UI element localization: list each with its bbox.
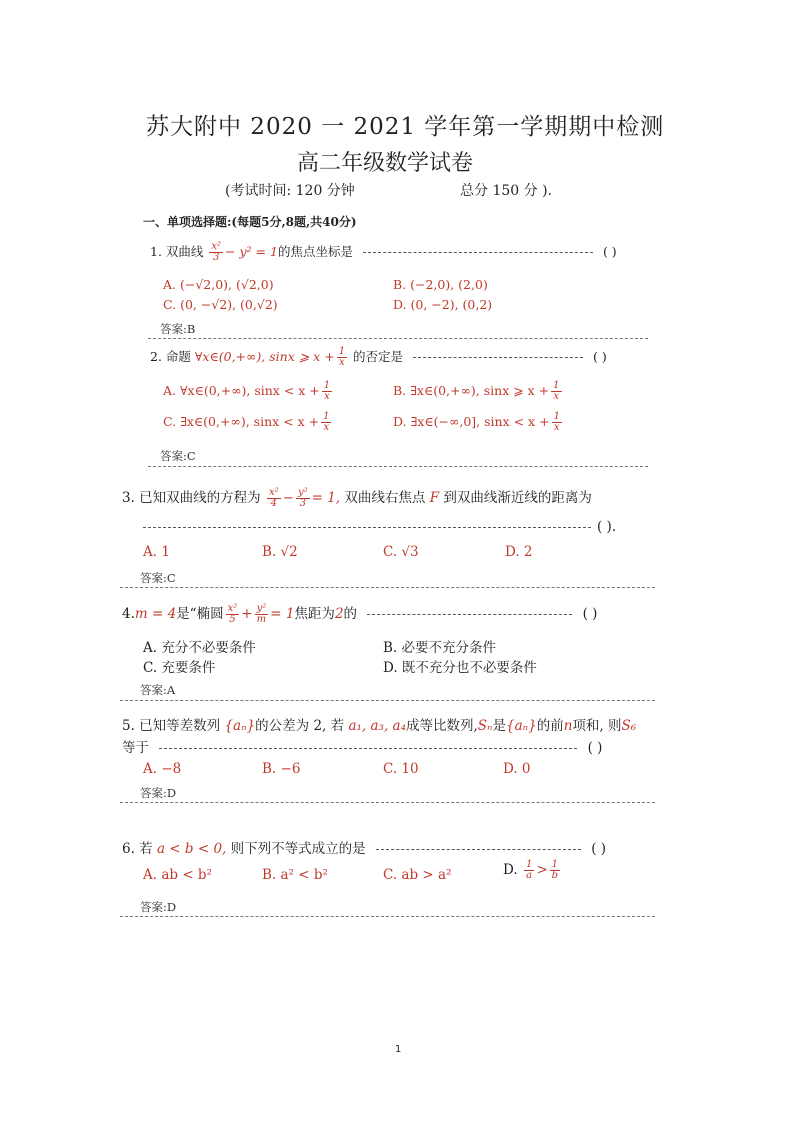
q3-minus: − (282, 490, 294, 506)
question-6-stem (122, 837, 606, 857)
q3-frac-1: $\frac{\text{x²}}{4}$ (268, 487, 279, 509)
q5-option-c: C. 10 (383, 761, 419, 777)
question-1-stem (150, 242, 617, 263)
q4-answer-paren: ( ) (582, 606, 598, 622)
q2-divider (148, 466, 648, 467)
q3-frac-2: $\frac{\text{y²}}{3}$ (297, 487, 308, 509)
q4-eq: = 1 (270, 606, 295, 622)
q1-option-a: A. (−√2,0), (√2,0) (163, 277, 274, 292)
q5-t4: 的前 (536, 718, 564, 734)
q5-t1: 的公差为 2, 若 (255, 718, 345, 734)
q2-option-d-text: D. ∃x∈(−∞,0], sinx < x + (393, 414, 550, 429)
q6-answer-paren: ( ) (591, 841, 607, 857)
q3-divider (120, 587, 655, 588)
q5-t5: 项和, 则 (572, 718, 622, 734)
q2-option-a (163, 381, 334, 402)
q1-answer: 答案:B (160, 322, 196, 336)
q6-option-c: C. ab > a² (383, 867, 452, 883)
q2-option-b-frac: $\frac{1}{x}$ (553, 380, 560, 402)
q4-dash-line (367, 614, 572, 615)
q5-t3: 是 (492, 718, 507, 734)
q4-text1: 是“椭圆 (176, 606, 224, 622)
q4-number: 4. (122, 606, 135, 622)
q4-option-a: A. 充分不必要条件 (143, 640, 256, 656)
q5-line2-text: 等于 (122, 740, 149, 756)
q5-number: 5. 已知等差数列 (122, 718, 221, 734)
question-2-stem (150, 347, 607, 368)
q4-text2: 焦距为 (294, 606, 335, 622)
q4-frac-2: $\frac{\text{y²}}{m}$ (256, 603, 267, 625)
q4-text3: 的 (343, 606, 358, 622)
q2-dash-line (413, 357, 583, 358)
q4-option-b: B. 必要不充分条件 (383, 640, 497, 656)
q2-option-c-frac: $\frac{1}{x}$ (323, 411, 330, 433)
q1-answer-paren: ( ) (602, 244, 617, 259)
total-score: 总分 150 分 ). (460, 183, 552, 199)
q5-an2: {aₙ} (506, 718, 537, 734)
q3-dash-line (143, 527, 591, 528)
q6-d-label: D. (503, 862, 518, 878)
q2-text: 的否定是 (353, 349, 404, 364)
q5-an: {aₙ} (224, 718, 256, 734)
q1-dash-line (363, 252, 593, 253)
q6-d-frac-1: $\frac{1}{a}$ (525, 859, 533, 881)
q5-terms: a₁, a₃, a₄ (348, 718, 406, 734)
q3-text: 双曲线右焦点 (344, 490, 426, 506)
q6-option-a: A. ab < b² (143, 867, 212, 883)
q3-option-c: C. √3 (383, 544, 419, 560)
q3-answer: 答案:C (140, 571, 176, 585)
q2-frac-num: 1 (338, 346, 346, 357)
q6-option-b: B. a² < b² (262, 867, 328, 883)
q1-divider (148, 338, 648, 339)
exam-time: (考试时间: 120 分钟 (225, 183, 355, 199)
q2-option-c-text: C. ∃x∈(0,+∞), sinx < x + (163, 414, 320, 429)
q3-number: 3. 已知双曲线的方程为 (122, 490, 261, 506)
q5-answer: 答案:D (140, 786, 177, 800)
q5-t2: 成等比数列, (405, 718, 478, 734)
q1-number: 1. 双曲线 (150, 244, 204, 259)
q2-option-b (393, 381, 564, 402)
q1-expr: − y² = 1 (225, 244, 278, 259)
q2-option-a-frac: $\frac{1}{x}$ (323, 380, 331, 402)
q5-s6: S₆ (621, 718, 637, 734)
q3-option-b: B. √2 (262, 544, 298, 560)
q1-option-b: B. (−2,0), (2,0) (393, 277, 488, 292)
page-number: 1 (395, 1044, 402, 1055)
q3-text2: 到双曲线渐近线的距离为 (443, 490, 592, 506)
q5-answer-paren: ( ) (587, 740, 603, 756)
q4-answer: 答案:A (140, 683, 176, 697)
q3-eq: = 1, (311, 490, 341, 506)
q6-option-d (503, 860, 562, 881)
q2-option-d (393, 412, 564, 433)
q1-fraction (209, 242, 223, 263)
q2-number: 2. 命题 (150, 349, 191, 364)
exam-title: 苏大附中 2020 一 2021 学年第一学期期中检测 (146, 114, 665, 140)
q3-line-2 (143, 519, 616, 535)
q4-plus: + (241, 606, 253, 622)
q4-two: 2 (334, 606, 344, 622)
q1-frac-den: 3 (213, 252, 220, 263)
question-5-stem (122, 714, 636, 734)
q1-option-d: D. (0, −2), (0,2) (393, 297, 493, 312)
q2-fraction (337, 347, 347, 368)
q6-cond: a < b < 0, (156, 841, 227, 857)
q5-option-a: A. −8 (143, 761, 182, 777)
q2-option-c (163, 412, 333, 433)
q2-answer: 答案:C (160, 449, 196, 463)
q5-option-d: D. 0 (503, 761, 531, 777)
q2-option-b-text: B. ∃x∈(0,+∞), sinx ⩾ x + (393, 383, 550, 398)
q6-dash-line (376, 849, 581, 850)
q6-d-frac-2: $\frac{1}{b}$ (551, 859, 559, 881)
q6-answer: 答案:D (140, 900, 177, 914)
q4-option-c: C. 充要条件 (143, 660, 216, 676)
question-4-stem (122, 602, 597, 625)
q4-divider (120, 700, 655, 701)
q6-d-gt: > (536, 862, 548, 878)
q3-answer-paren: ( ). (597, 519, 617, 535)
exam-subtitle: 高二年级数学试卷 (297, 151, 474, 176)
q5-option-b: B. −6 (262, 761, 301, 777)
q2-option-a-text: A. ∀x∈(0,+∞), sinx < x + (163, 383, 320, 398)
q5-sn: Sₙ (477, 718, 493, 734)
q2-expr: ∀x∈(0,+∞), sinx ⩾ x + (194, 349, 335, 364)
q5-dash-line (159, 748, 577, 749)
question-3-stem (122, 486, 592, 509)
q6-number: 6. 若 (122, 841, 153, 857)
section-heading: 一、单项选择题:(每题5分,8题,共40分) (143, 215, 357, 229)
q2-answer-paren: ( ) (593, 349, 607, 364)
q4-cond: m = 4 (134, 606, 177, 622)
q2-option-d-frac: $\frac{1}{x}$ (553, 411, 560, 433)
q5-n: n (563, 718, 573, 734)
q2-frac-den: x (339, 357, 345, 368)
q5-line-2 (122, 736, 602, 756)
q6-text: 则下列不等式成立的是 (230, 841, 366, 857)
q3-focus-f: F (429, 490, 440, 506)
q6-divider (120, 916, 655, 917)
q3-option-d: D. 2 (505, 544, 533, 560)
q4-option-d: D. 既不充分也不必要条件 (383, 660, 537, 676)
q4-frac-1: $\frac{\text{x²}}{5}$ (227, 603, 238, 625)
q1-frac-num: x² (211, 241, 222, 252)
q5-divider (120, 802, 655, 803)
q1-option-c: C. (0, −√2), (0,√2) (163, 297, 278, 312)
q3-option-a: A. 1 (143, 544, 170, 560)
q1-text: 的焦点坐标是 (277, 244, 353, 259)
